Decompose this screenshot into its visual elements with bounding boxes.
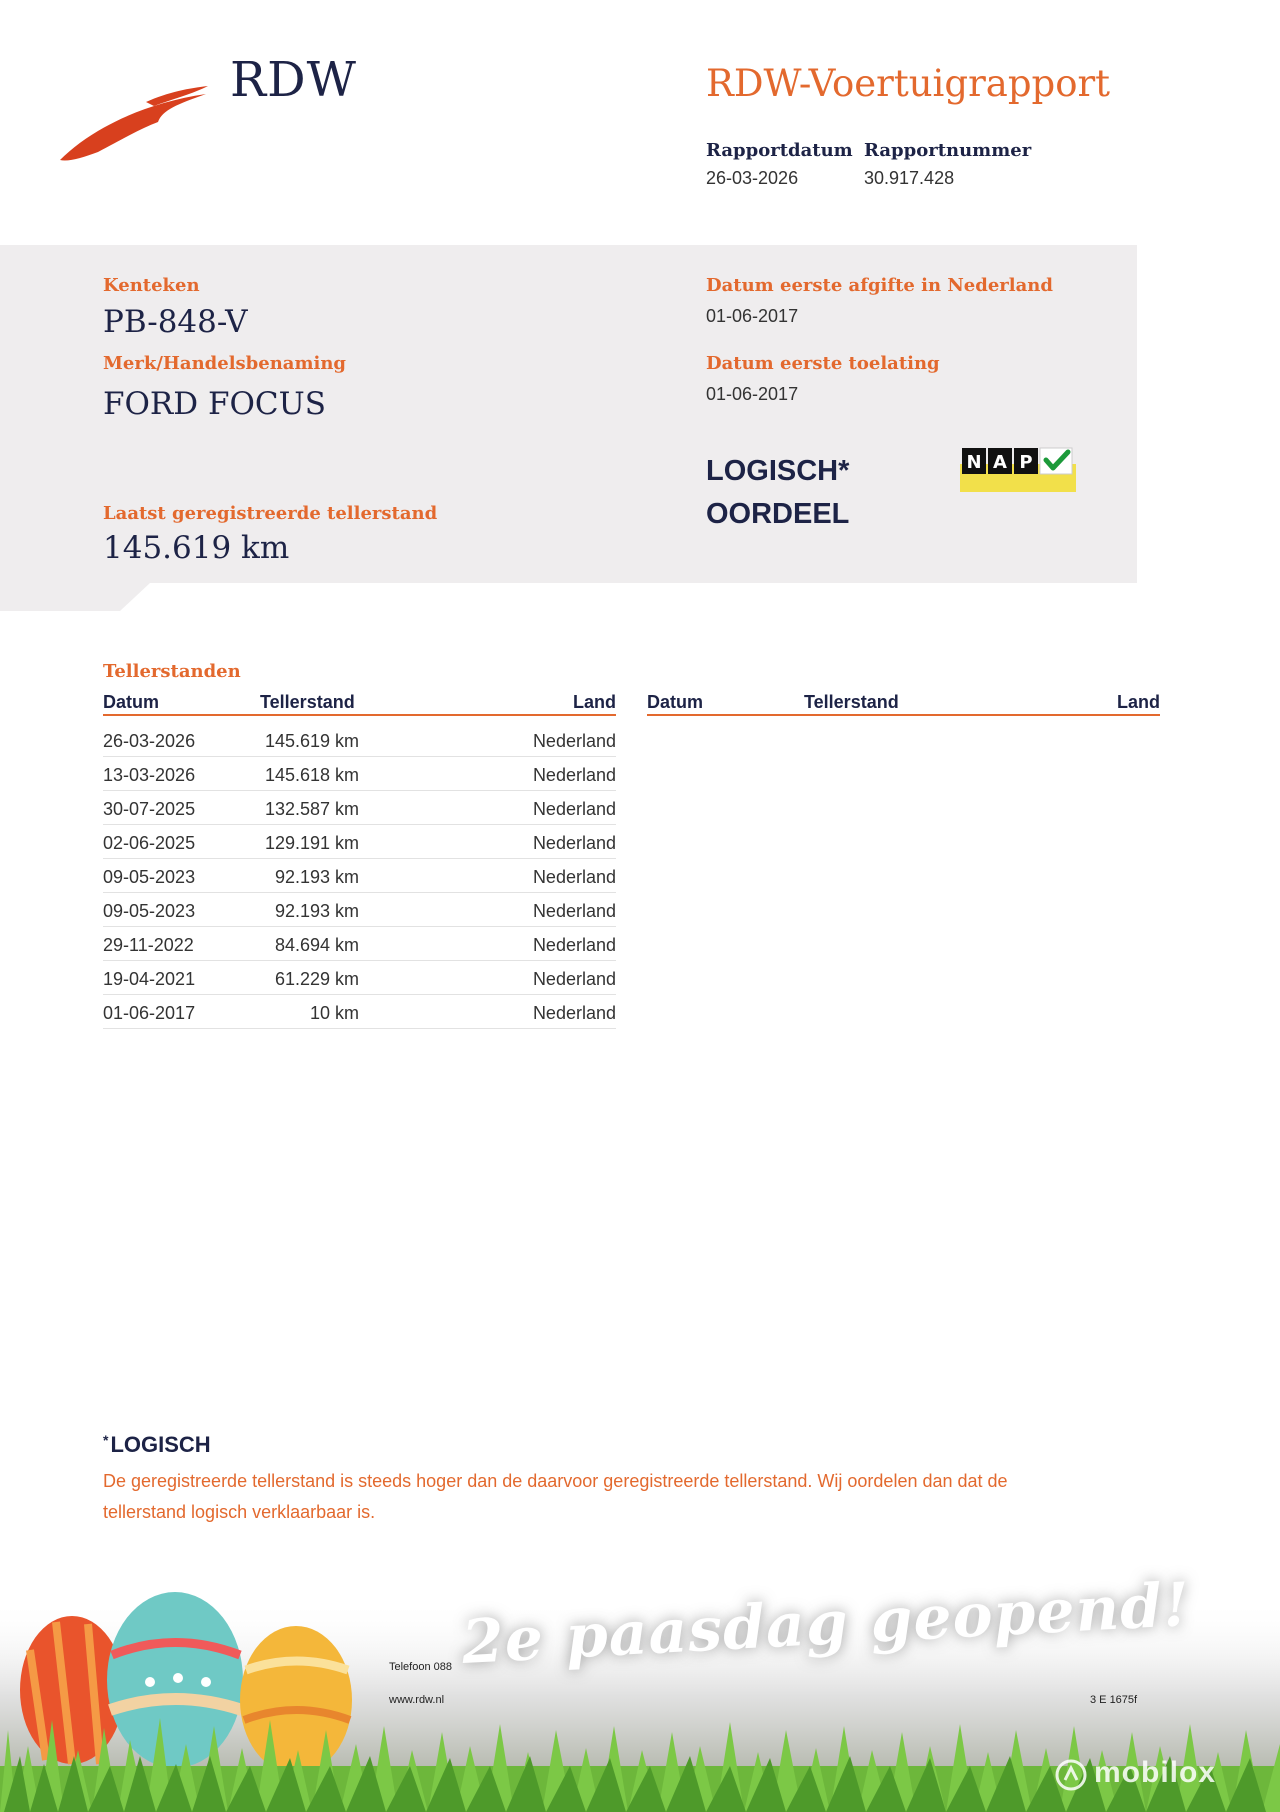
verdict [706,450,849,536]
row-odometer: 61.229 km [274,969,359,989]
make-label: Merk/Handelsbenaming [103,353,347,374]
report-number-label: Rapportnummer [864,140,1032,161]
nap-letter-p: P [1019,452,1033,473]
col-header-date: Datum [103,692,160,712]
row-country: Nederland [532,765,616,785]
col-header-date-2: Datum [647,692,704,712]
mobilox-logo-icon [1054,1758,1088,1792]
row-country: Nederland [532,833,616,853]
footnote-title [103,1432,211,1458]
rdw-logo-icon [58,82,208,164]
row-date: 29-11-2022 [103,935,194,955]
brand-name: RDW [230,52,357,108]
odometer-value: 145.619 km [103,530,290,566]
table-row [103,722,616,757]
report-date: 26-03-2026 [706,168,799,188]
footnote-text: De geregistreerde tellerstand is steeds hoger dan de daarvoor geregistreerde tellerstand. Wij oordelen dan dat de tellerstand logisch verklaarbaar is. [103,1471,1008,1522]
row-country: Nederland [532,799,616,819]
row-odometer: 145.618 km [264,765,359,785]
row-odometer: 132.587 km [264,799,359,819]
row-date: 13-03-2026 [103,765,196,785]
report-date-label: Rapportdatum [706,140,853,161]
col-header-country: Land [573,692,616,712]
col-header-odometer: Tellerstand [260,692,355,712]
row-odometer: 10 km [309,1003,359,1023]
table-row [103,960,616,995]
footer-phone: Telefoon 088 [389,1661,452,1673]
make-value: FORD FOCUS [103,386,326,422]
table-header-rule [103,714,616,716]
col-header-country-2: Land [1117,692,1160,712]
nap-letter-a: A [993,452,1007,473]
row-odometer: 129.191 km [264,833,359,853]
first-admission-value: 01-06-2017 [706,384,799,404]
table-row [103,994,616,1029]
plate-value: PB-848-V [103,304,248,340]
row-date: 09-05-2023 [103,901,196,921]
footer-code: 3 E 1675f [1090,1694,1138,1706]
table-row [103,824,616,859]
verdict-line-1: LOGISCH* [706,455,850,487]
row-date: 02-06-2025 [103,833,196,853]
odometer-label: Laatst geregistreerde tellerstand [103,503,438,524]
first-issue-value: 01-06-2017 [706,306,799,326]
panel-tail [0,583,150,611]
odometer-section-title: Tellerstanden [103,661,241,682]
row-country: Nederland [532,969,616,989]
row-country: Nederland [532,935,616,955]
first-issue-label: Datum eerste afgifte in Nederland [706,275,1053,296]
row-country: Nederland [532,731,616,751]
first-admission-label: Datum eerste toelating [706,353,940,374]
row-date: 26-03-2026 [103,731,196,751]
row-odometer: 92.193 km [274,901,359,921]
table-header-rule-2 [647,714,1160,716]
row-country: Nederland [532,901,616,921]
report-title: RDW-Voertuigrapport [706,62,1111,105]
row-date: 19-04-2021 [103,969,196,989]
table-row [103,892,616,927]
table-row [103,756,616,791]
row-date: 30-07-2025 [103,799,196,819]
table-row [103,790,616,825]
footer-website[interactable]: www.rdw.nl [389,1694,445,1706]
row-date: 01-06-2017 [103,1003,196,1023]
table-row [103,926,616,961]
report-number: 30.917.428 [864,168,955,188]
promo-text: 2e paasdag geopend! [460,1569,1192,1678]
row-odometer: 84.694 km [274,935,359,955]
plate-label: Kenteken [103,275,200,296]
verdict-line-2: OORDEEL [706,498,850,530]
nap-letter-n: N [966,452,982,473]
col-header-odometer-2: Tellerstand [804,692,899,712]
row-odometer: 92.193 km [274,867,359,887]
footnote-star: * [103,1432,109,1448]
footnote-title-text: LOGISCH [110,1432,211,1457]
row-country: Nederland [532,867,616,887]
table-row [103,858,616,893]
nap-logo-icon [960,446,1076,492]
row-date: 09-05-2023 [103,867,196,887]
mobilox-watermark: mobilox [1094,1756,1217,1789]
row-country: Nederland [532,1003,616,1023]
row-odometer: 145.619 km [264,731,359,751]
